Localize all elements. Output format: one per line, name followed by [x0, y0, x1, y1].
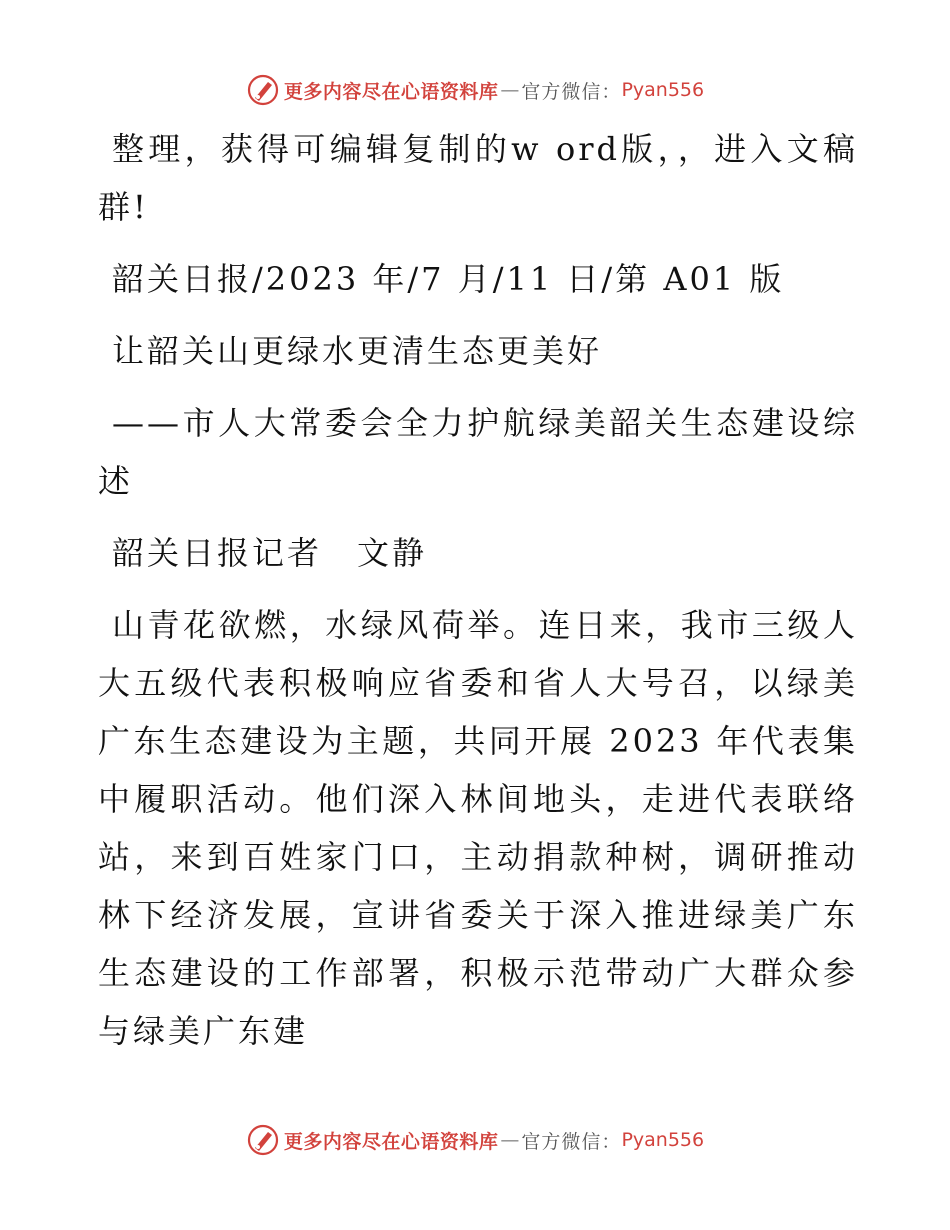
banner-title: 更多内容尽在心语资料库 — [283, 80, 499, 103]
header-banner — [0, 70, 950, 110]
article-title: 让韶关山更绿水更清生态更美好 — [112, 332, 603, 370]
banner-wechat-label: 官方微信： — [521, 80, 622, 103]
footer-banner — [0, 1120, 950, 1160]
source-line: 韶关日报/2023 年/7 月/11 日/第 A01 版 — [112, 260, 785, 298]
intro-paragraph: 整理，获得可编辑复制的w ord版，，进入文稿群! — [98, 130, 858, 226]
document-body — [98, 120, 858, 1072]
pen-nib-logo-icon — [246, 73, 280, 107]
body-paragraph: 山青花欲燃，水绿风荷举。连日来，我市三级人大五级代表积极响应省委和省人大号召，以绿美广东生态建设为主题，共同开展 2023 年代表集中履职活动。他们深入林间地头，走进代表联络站，来到百姓家门口，主动捐款种树，调研推动林下经济发展，宣讲省委关于深入推进绿美广东生态建设的工作部署，积极示范带动广大群众参与绿美广东建 — [98, 606, 858, 1050]
banner-dash: — — [500, 79, 520, 101]
byline: 韶关日报记者 文静 — [112, 534, 428, 572]
banner-wechat-id: Pyan556 — [621, 79, 705, 101]
banner-wechat-label: 官方微信： — [521, 1130, 622, 1153]
banner-title: 更多内容尽在心语资料库 — [283, 1130, 499, 1153]
banner-dash: — — [500, 1129, 520, 1151]
article-subtitle: ——市人大常委会全力护航绿美韶关生态建设综述 — [98, 404, 858, 500]
banner-wechat-id: Pyan556 — [621, 1129, 705, 1151]
pen-nib-logo-icon — [246, 1123, 280, 1157]
